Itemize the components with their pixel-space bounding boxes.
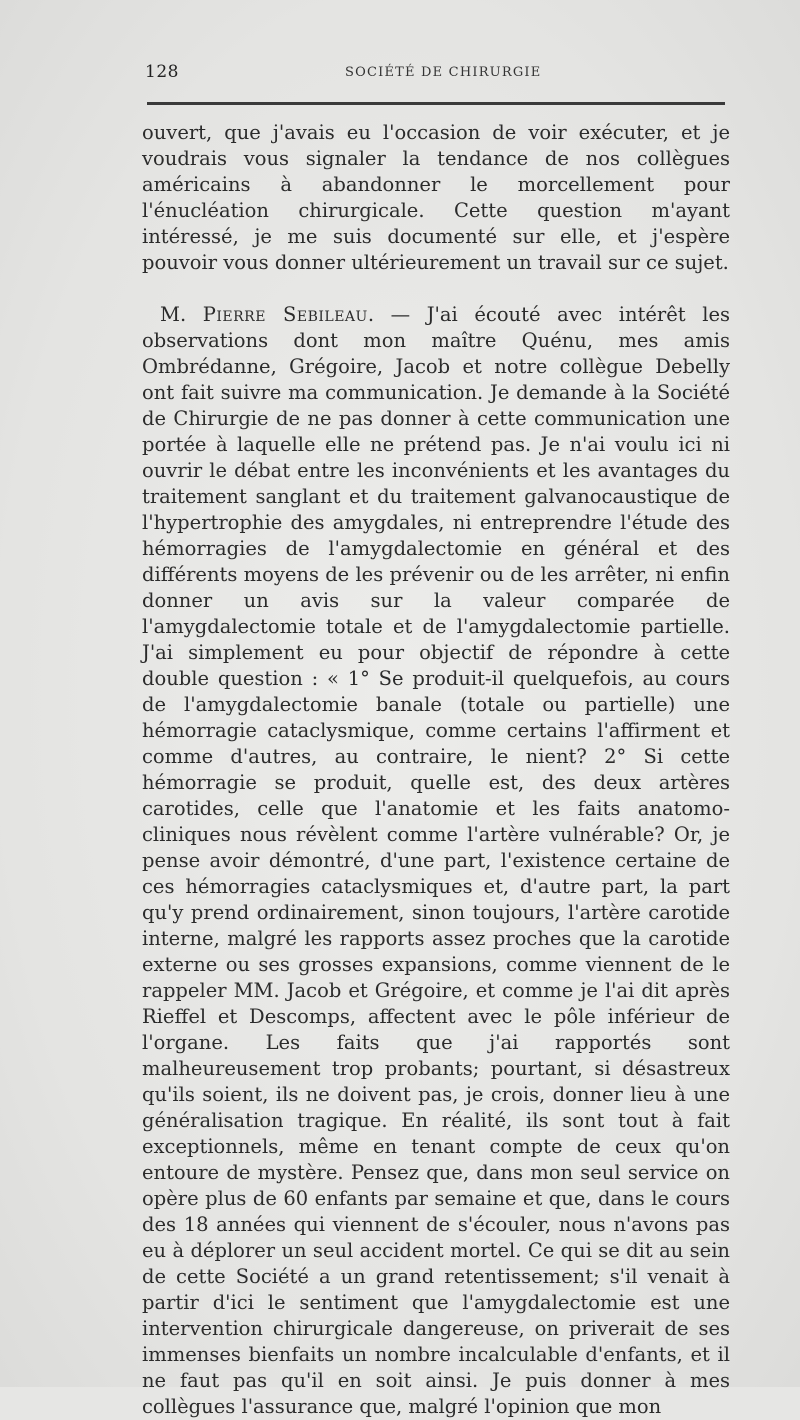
- running-title: SOCIÉTÉ DE CHIRURGIE: [345, 65, 542, 80]
- header-rule: [147, 102, 725, 105]
- paragraph-spacer: [142, 276, 730, 302]
- speaker-name: Pierre Sebileau: [202, 303, 368, 326]
- page-header: [145, 62, 728, 86]
- page-number: 128: [145, 62, 179, 82]
- paragraph-sebileau: [142, 302, 730, 1420]
- paragraph-continuation: ouvert, que j'avais eu l'occasion de voir exécuter, et je voudrais vous signaler la tendance de nos collègues américains à abandonner le morcellement pour l'énucléation chirurgicale. Cette question m'ayant intéressé, je me suis documenté sur elle, et j'espère pouvoir vous donner ultérieurement un travail sur ce sujet.: [142, 121, 730, 274]
- speaker-prefix: M.: [160, 303, 203, 326]
- body-text: [142, 120, 730, 1420]
- speech-text: . — J'ai écouté avec intérêt les observations dont mon maître Quénu, mes amis Ombrédanne, Grégoire, Jacob et notre collègue Debelly ont fait suivre ma communication. Je demande à la Société de Chirurgie de ne pas donner à cette communication une portée à laquelle elle ne prétend pas. Je n'ai voulu ici ni ouvrir le débat entre les inconvénients et les avantages du traitement sanglant et du traitement galvanocaustique de l'hypertrophie des amygdales, ni entreprendre l'étude des hémorragies de l'amygdalectomie en général et des différents moyens de les prévenir ou de les arrêter, ni enfin donner un avis sur la valeur comparée de l'amygdalectomie totale et de l'amygdalectomie partielle. J'ai simplement eu pour objectif de répondre à cette double question : « 1° Se produit-il quelquefois, au cours de l'amygdalectomie banale (totale ou partielle) une hémorragie cataclysmique, comme certains l'affirment et comme d'autres, au contraire, le nient? 2° Si cette hémorragie se produit, quelle est, des deux artères carotides, celle que l'anatomie et les faits anatomo-cliniques nous révèlent comme l'artère vulnérable? Or, je pense avoir démontré, d'une part, l'existence certaine de ces hémorragies cataclysmiques et, d'autre part, la part qu'y prend ordinairement, sinon toujours, l'artère carotide interne, malgré les rapports assez proches que la carotide externe ou ses grosses expansions, comme viennent de le rappeler MM. Jacob et Grégoire, et comme je l'ai dit après Rieffel et Descomps, affectent avec le pôle inférieur de l'organe. Les faits que j'ai rapportés sont malheureusement trop probants; pourtant, si désastreux qu'ils soient, ils ne doivent pas, je crois, donner lieu à une généralisation tragique. En réalité, ils sont tout à fait exceptionnels, même en tenant compte de ceux qu'on entoure de mystère. Pensez que, dans mon seul service on opère plus de 60 enfants par semaine et que, dans le cours des 18 années qui viennent de s'écouler, nous n'avons pas eu à déplorer un seul accident mortel. Ce qui se dit au sein de cette Société a un grand retentissement; s'il venait à partir d'ici le sentiment que l'amygdalectomie est une intervention chirurgicale dangereuse, on priverait de ses immenses bienfaits un nombre incalculable d'enfants, et il ne faut pas qu'il en soit ainsi. Je puis donner à mes collègues l'assurance que, malgré l'opinion que mon: [142, 303, 731, 1418]
